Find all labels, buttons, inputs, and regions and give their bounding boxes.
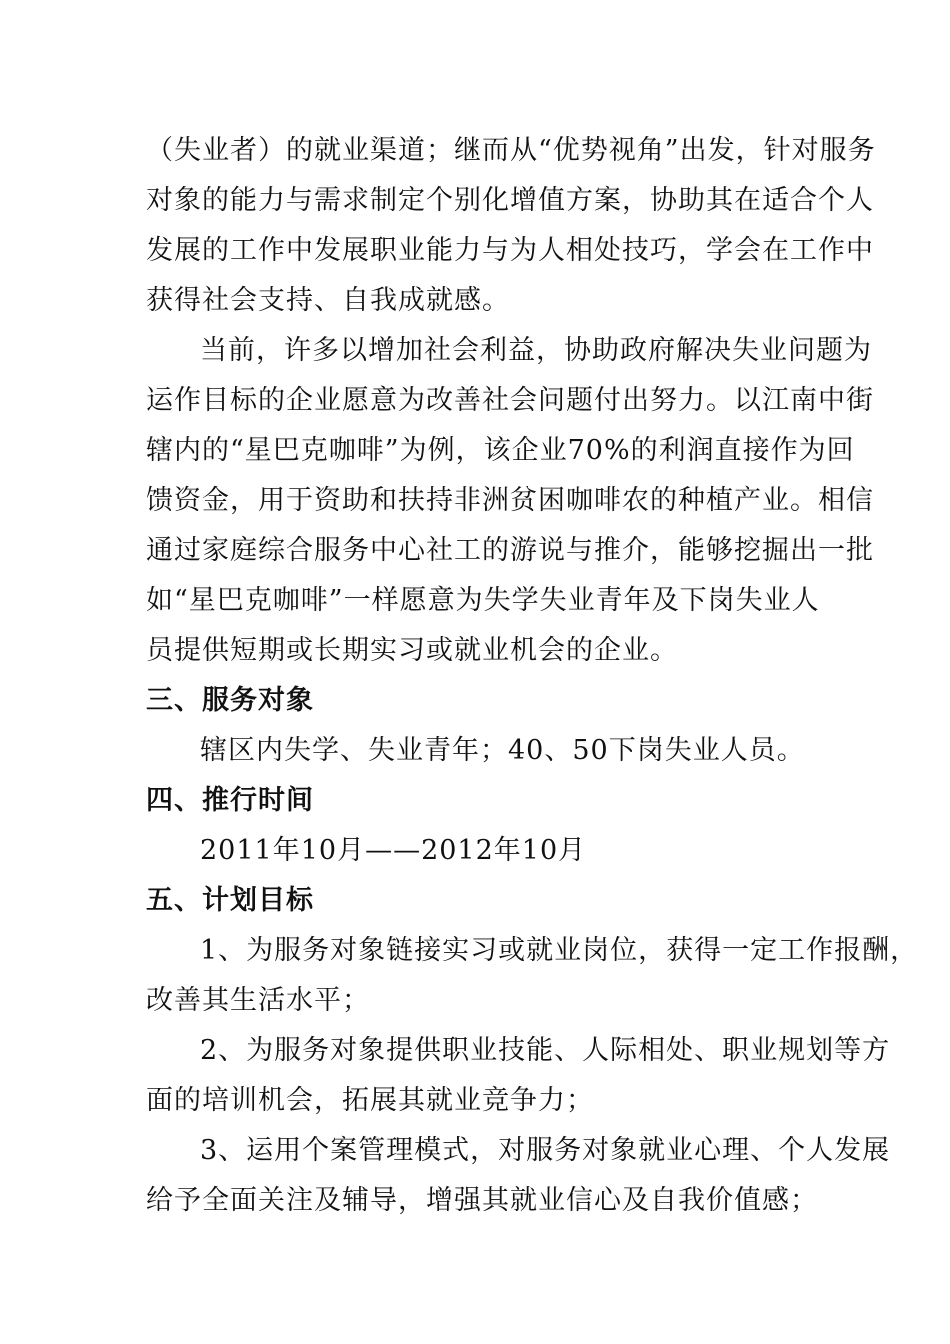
document-body [146, 126, 919, 1226]
text-line: 员提供短期或长期实习或就业机会的企业。 [146, 635, 678, 666]
text-line: 当前，许多以增加社会利益，协助政府解决失业问题为 [200, 335, 872, 366]
text-line: 发展的工作中发展职业能力与为人相处技巧，学会在工作中 [146, 235, 874, 266]
text-line: 面的培训机会，拓展其就业竞争力； [146, 1085, 594, 1116]
section-heading: 三、服务对象 [146, 685, 314, 716]
section-heading: 四、推行时间 [146, 785, 314, 816]
section-heading: 五、计划目标 [146, 885, 314, 916]
text-line: 运作目标的企业愿意为改善社会问题付出努力。以江南中街 [146, 385, 874, 416]
text-line: 通过家庭综合服务中心社工的游说与推介，能够挖掘出一批 [146, 535, 874, 566]
text-line: 2011年10月——2012年10月 [200, 835, 587, 866]
text-line: 1、为服务对象链接实习或就业岗位，获得一定工作报酬， [200, 935, 919, 966]
text-line: 给予全面关注及辅导，增强其就业信心及自我价值感； [146, 1185, 818, 1216]
text-line: 辖内的“星巴克咖啡”为例，该企业70%的利润直接作为回 [146, 435, 855, 466]
text-line: 2、为服务对象提供职业技能、人际相处、职业规划等方 [200, 1035, 891, 1066]
text-line: 馈资金，用于资助和扶持非洲贫困咖啡农的种植产业。相信 [146, 485, 874, 516]
text-line: 辖区内失学、失业青年；40、50下岗失业人员。 [200, 735, 805, 766]
text-line: 如“星巴克咖啡”一样愿意为失学失业青年及下岗失业人 [146, 585, 820, 616]
text-line: 改善其生活水平； [146, 985, 370, 1016]
text-line: （失业者）的就业渠道；继而从“优势视角”出发，针对服务 [146, 135, 876, 166]
text-line: 对象的能力与需求制定个别化增值方案，协助其在适合个人 [146, 185, 874, 216]
text-line: 3、运用个案管理模式，对服务对象就业心理、个人发展 [200, 1135, 891, 1166]
text-line: 获得社会支持、自我成就感。 [146, 285, 510, 316]
